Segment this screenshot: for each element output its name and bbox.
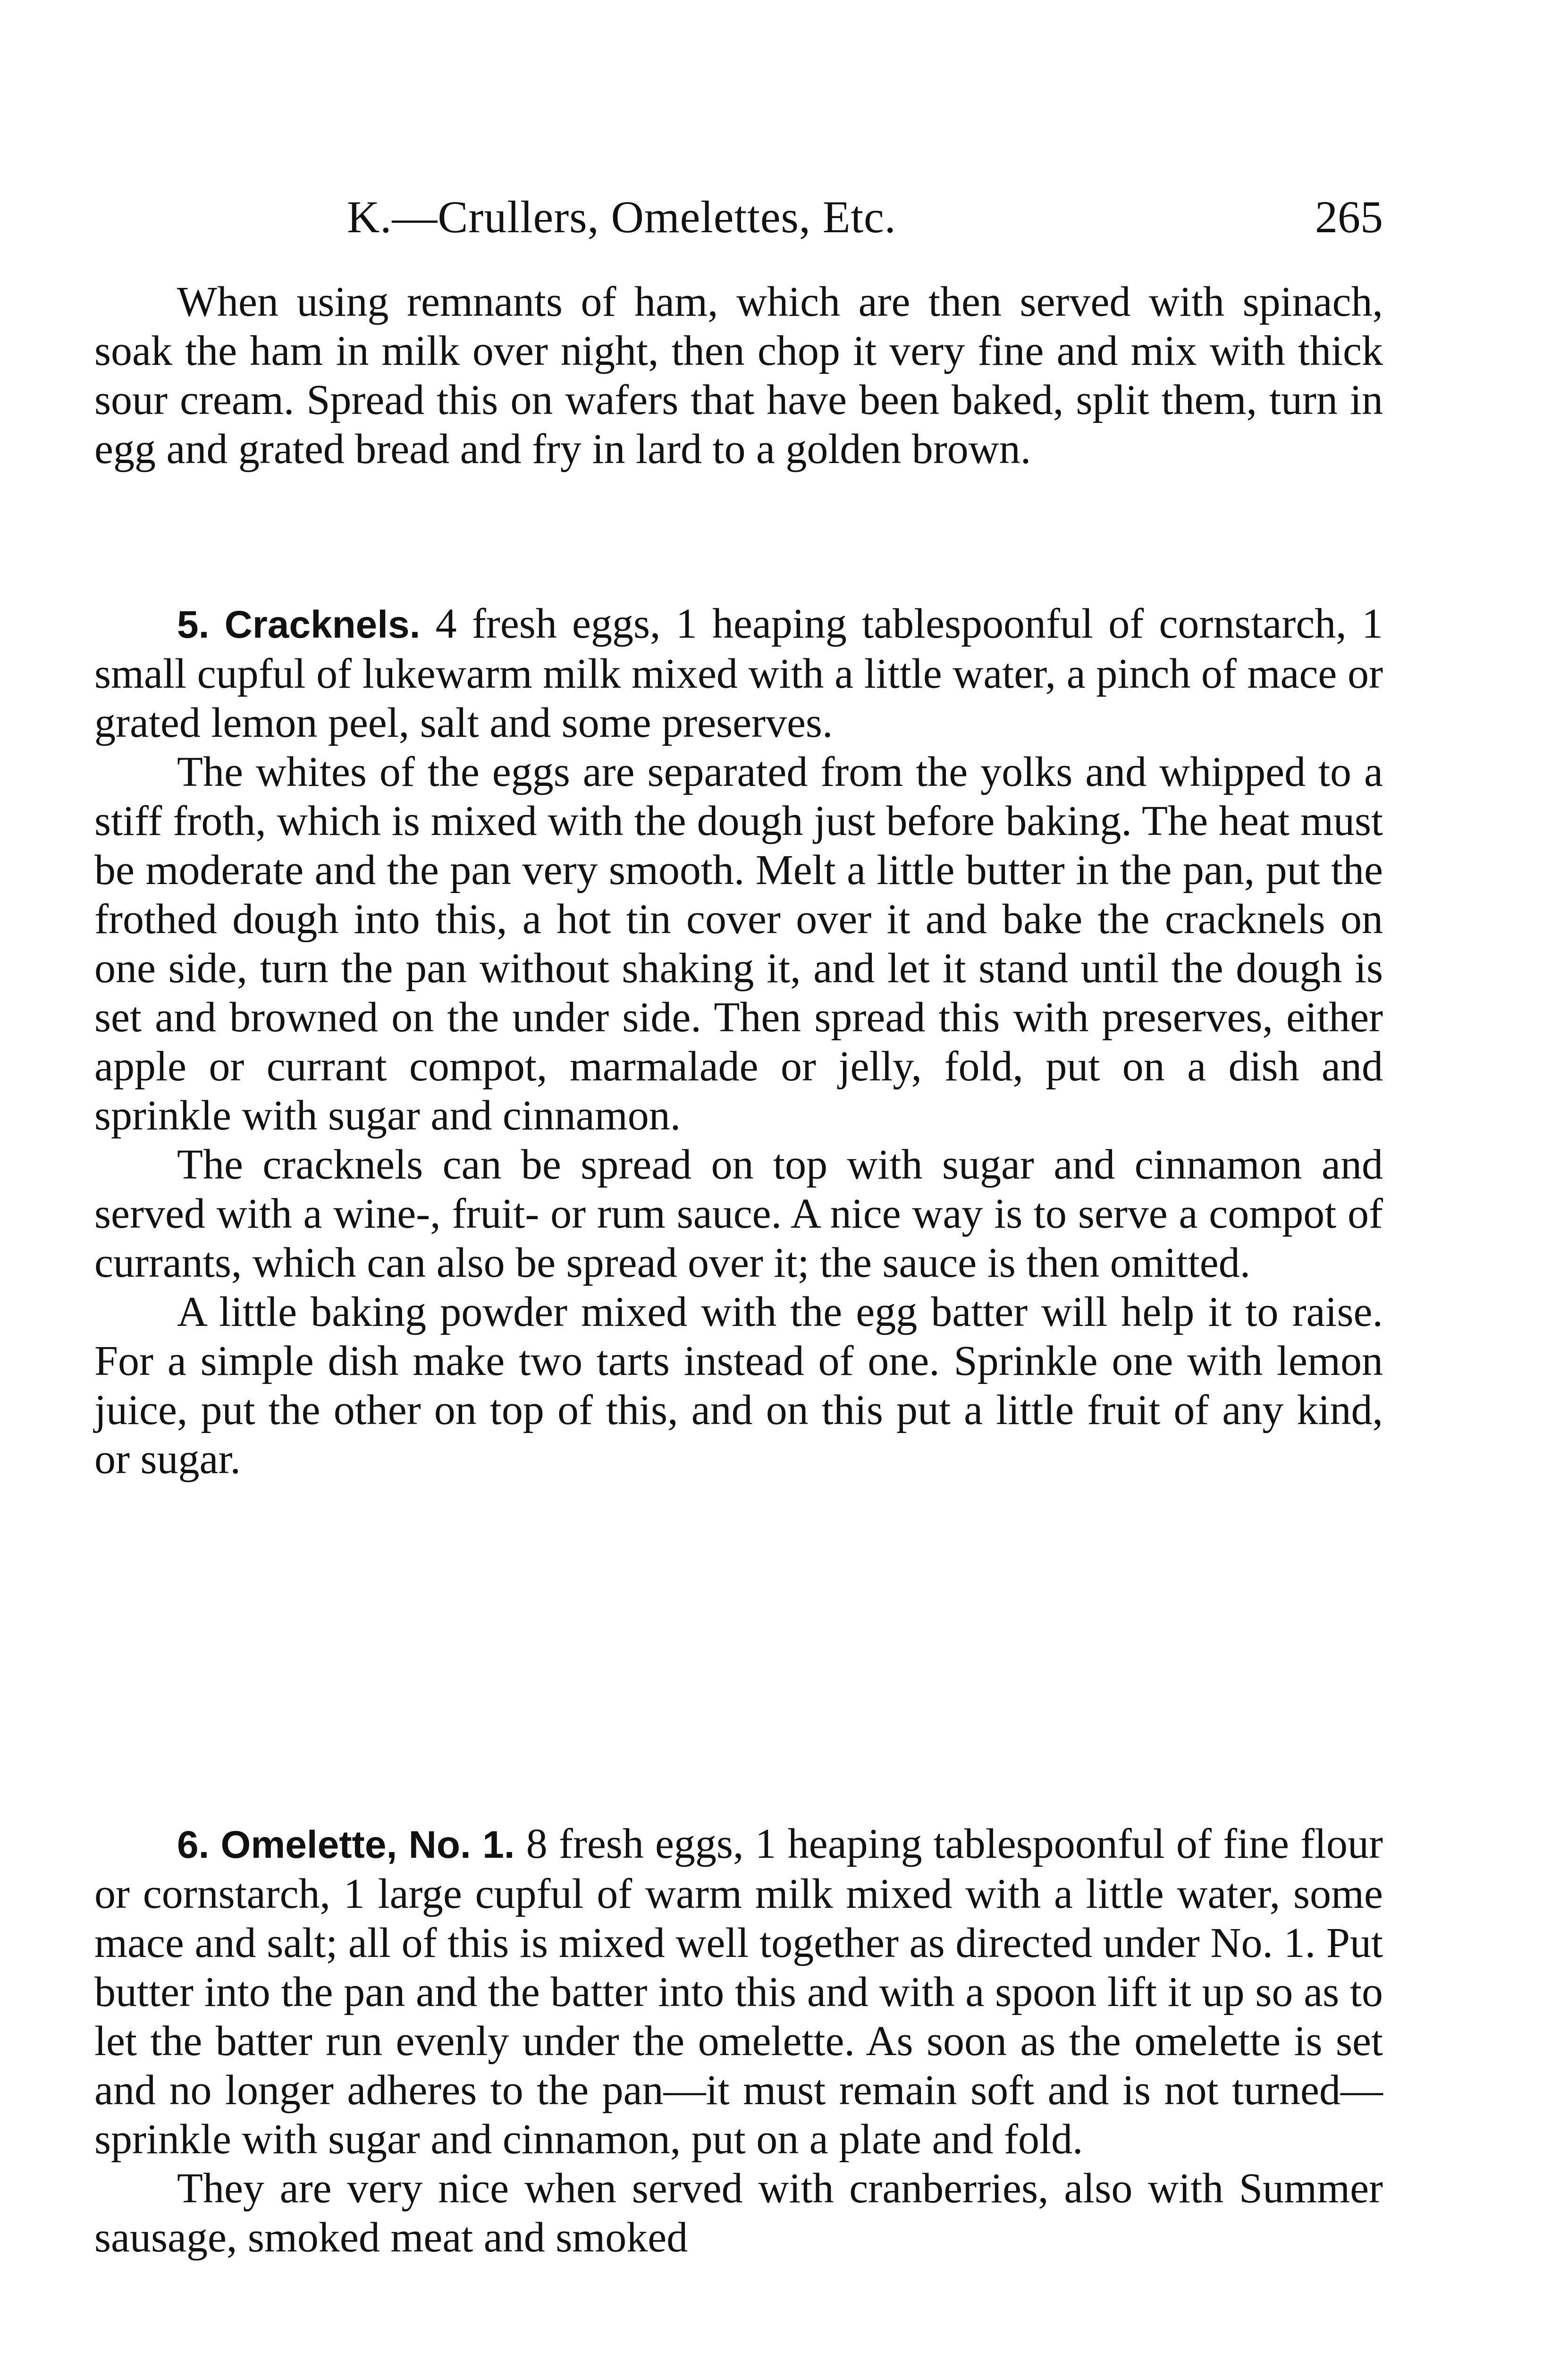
recipe-title: Omelette, No. 1. <box>220 1823 515 1866</box>
intro-paragraph: When using remnants of ham, which are then served with spinach, soak the ham in milk over night, then chop it very fine and mix with thick sour cream. Spread this on wafers that have been baked, split them, turn in egg and grated bread and fry in lard to a golden brown. <box>94 278 1383 472</box>
recipe-paragraph: The cracknels can be spread on top with sugar and cinnamon and served with a wine-, fruit- or rum sauce. A nice way is to serve a compot of currants, which can also be spread over it; the sauce is then omitted. <box>94 1141 1383 1286</box>
intro-section <box>94 278 1383 474</box>
running-head: K.—Crullers, Omelettes, Etc. <box>347 192 896 242</box>
recipe-lead-paragraph <box>94 599 1383 748</box>
recipe-paragraph: The whites of the eggs are separated from the yolks and whipped to a stiff froth, which is mixed with the dough just before baking. The heat must be moderate and the pan very smooth. Melt a little butter in the pan, put the frothed dough into this, a hot tin cover over it and bake the cracknels on one side, turn the pan without shaking it, and let it stand until the dough is set and browned on the under side. Then spread this with preserves, either apple or currant compot, marmalade or jelly, fold, put on a dish and sprinkle with sugar and cinnamon. <box>94 749 1383 1139</box>
recipe-paragraph: They are very nice when served with cranberries, also with Summer sausage, smoked meat and smoked <box>94 2165 1383 2261</box>
recipe-title: Cracknels. <box>224 603 421 646</box>
recipe-lead: 8 fresh eggs, 1 heaping tablespoonful of fine flour or cornstarch, 1 large cupful of warm milk mixed with a little water, some mace and salt; all of this is mixed well together as directed under No. 1. Put butter into the pan and the batter into this and with a spoon lift it up so as to let the batter run evenly under the omelette. As soon as the omelette is set and no longer adheres to the pan—it must remain soft and is not turned—sprinkle with sugar and cinnamon, put on a plate and fold. <box>94 1821 1383 2163</box>
page-number: 265 <box>1315 192 1383 242</box>
recipe-lead: 4 fresh eggs, 1 heaping tablespoonful of cornstarch, 1 small cupful of lukewarm milk mixed with a little water, a pinch of mace or grated lemon peel, salt and some preserves. <box>94 600 1383 746</box>
recipe-paragraph: A little baking powder mixed with the egg batter will help it to raise. For a simple dish make two tarts instead of one. Sprinkle one with lemon juice, put the other on top of this, and on this put a little fruit of any kind, or sugar. <box>94 1289 1383 1483</box>
recipe-cracknels <box>94 599 1383 1484</box>
page-header <box>94 186 1383 248</box>
recipe-omelette <box>94 1820 1383 2262</box>
recipe-lead-paragraph <box>94 1820 1383 2164</box>
recipe-number: 6. <box>177 1823 210 1866</box>
recipe-number: 5. <box>177 603 210 646</box>
